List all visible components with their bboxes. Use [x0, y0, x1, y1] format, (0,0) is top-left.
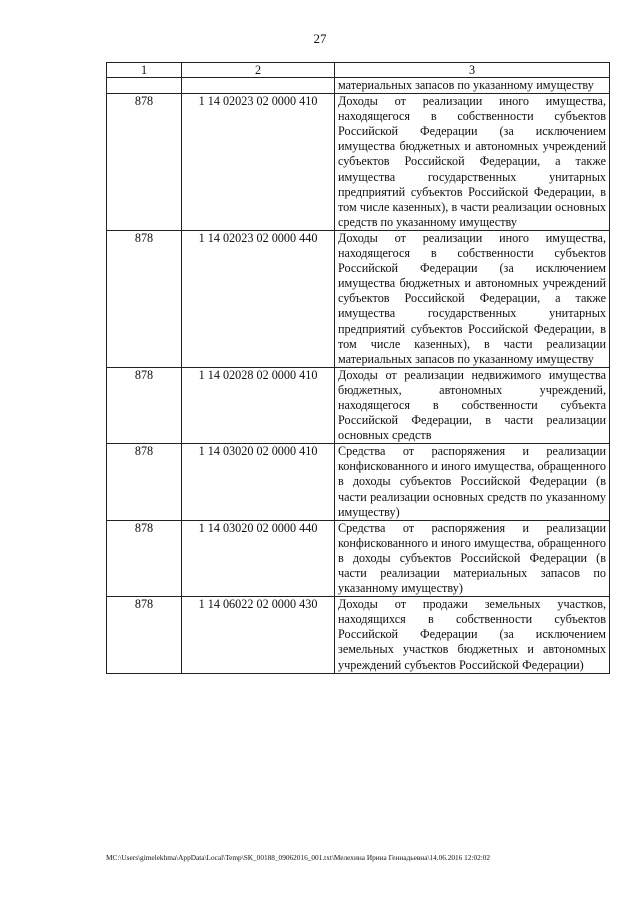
table-row — [107, 367, 610, 443]
admin-code-cell: 878 — [107, 444, 182, 520]
admin-code-cell: 878 — [107, 230, 182, 367]
budget-code-cell: 1 14 02028 02 0000 410 — [182, 367, 335, 443]
table-row — [107, 444, 610, 520]
description-cell: материальных запасов по указанному имуществу — [335, 78, 610, 94]
admin-code-cell: 878 — [107, 520, 182, 596]
budget-code-cell: 1 14 03020 02 0000 440 — [182, 520, 335, 596]
budget-code-cell: 1 14 06022 02 0000 430 — [182, 597, 335, 673]
admin-code-cell: 878 — [107, 94, 182, 231]
admin-code-cell: 878 — [107, 367, 182, 443]
description-cell: Доходы от реализации иного имущества, находящегося в собственности субъектов Российской Федерации (за исключением имущества бюджетных и автономных учреждений субъектов Российской Федерации, а также имущества государственных унитарных предприятий субъектов Российской Федерации, в том числе казенных), в части реализации основных средств по указанному имуществу — [335, 94, 610, 231]
budget-code-cell: 1 14 03020 02 0000 410 — [182, 444, 335, 520]
description-cell: Средства от распоряжения и реализации конфискованного и иного имущества, обращенного в доходы субъектов Российской Федерации (в части реализации основных средств по указанному имуществу) — [335, 444, 610, 520]
column-header-3: 3 — [335, 63, 610, 78]
table-row — [107, 94, 610, 231]
description-cell: Доходы от реализации недвижимого имущества бюджетных, автономных учреждений, находящегося в собственности субъекта Российской Федерации, в части реализации основных средств — [335, 367, 610, 443]
revenue-codes-table — [106, 62, 610, 674]
budget-code-cell: 1 14 02023 02 0000 440 — [182, 230, 335, 367]
column-header-2: 2 — [182, 63, 335, 78]
table-header-row — [107, 63, 610, 78]
column-header-1: 1 — [107, 63, 182, 78]
description-cell: Средства от распоряжения и реализации конфискованного и иного имущества, обращенного в доходы субъектов Российской Федерации (в части реализации материальных запасов по указанному имуществу) — [335, 520, 610, 596]
admin-code-cell — [107, 78, 182, 94]
table-row — [107, 520, 610, 596]
document-footer-path: MC:\Users\gimelekhma\AppData\Local\Temp\SK_00188_09062016_001.txt\Мелехина Ирина Геннадьевна\14.06.2016 12:02:02 — [106, 853, 491, 862]
description-cell: Доходы от продажи земельных участков, находящихся в собственности субъектов Российской Федерации (за исключением земельных участков бюджетных и автономных учреждений субъектов Российской Федерации) — [335, 597, 610, 673]
budget-code-cell — [182, 78, 335, 94]
budget-code-cell: 1 14 02023 02 0000 410 — [182, 94, 335, 231]
description-cell: Доходы от реализации иного имущества, находящегося в собственности субъектов Российской Федерации (за исключением имущества бюджетных и автономных учреждений субъектов Российской Федерации, а также имущества государственных унитарных предприятий субъектов Российской Федерации, в том числе казенных), в части реализации материальных запасов по указанному имуществу — [335, 230, 610, 367]
table-row — [107, 230, 610, 367]
table-row — [107, 78, 610, 94]
table-row — [107, 597, 610, 673]
page-number: 27 — [313, 31, 327, 46]
admin-code-cell: 878 — [107, 597, 182, 673]
